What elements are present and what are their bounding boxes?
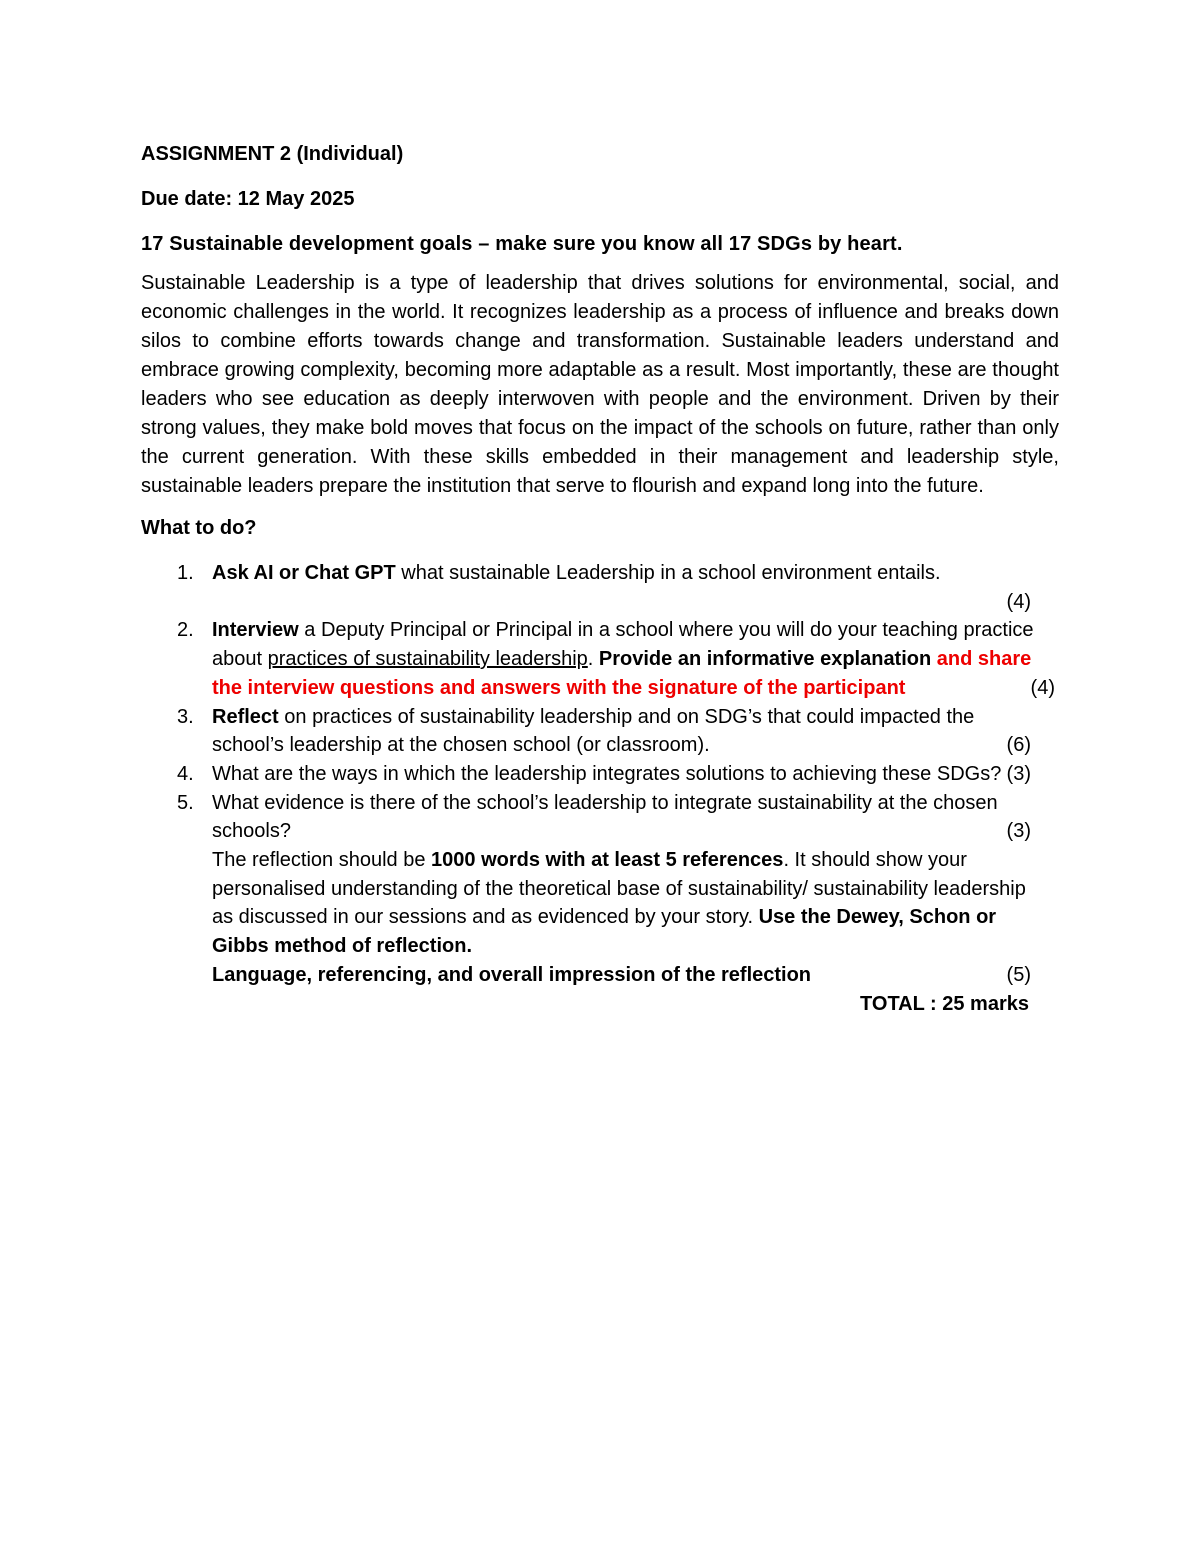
sdg-heading: 17 Sustainable development goals – make sure you know all 17 SDGs by heart. <box>141 233 903 255</box>
task-bold: Ask AI or Chat GPT <box>212 562 396 584</box>
task-text: what sustainable Leadership in a school environment entails. <box>395 562 941 584</box>
task-number: 1. <box>177 562 194 584</box>
task-red-text: and share the interview questions and answers with the signature of the participant <box>212 648 1032 699</box>
task-item-4 <box>141 760 1047 789</box>
task-text: a Deputy Principal or Principal in a school where you will do your teaching practice about <box>212 619 1034 671</box>
what-to-do-heading: What to do? <box>141 517 257 539</box>
task-mark: (3) <box>1006 820 1031 843</box>
task-item-5 <box>141 789 1047 846</box>
document-page <box>141 140 1059 1018</box>
language-line: Language, referencing, and overall impression of the reflection <box>212 963 812 986</box>
task-item-1 <box>141 559 1047 616</box>
task-text: What are the ways in which the leadership integrates solutions to achieving these SDGs? <box>212 762 1002 785</box>
reflection-text: The reflection should be <box>212 849 432 872</box>
task-mark: (4) <box>1030 676 1055 699</box>
task-item-2 <box>141 616 1055 702</box>
task-text: What evidence is there of the school’s leadership to integrate sustainability at the chosen schools? <box>212 791 998 843</box>
task-number: 3. <box>177 705 194 728</box>
reflection-instructions <box>141 846 1047 961</box>
task-bold: Interview <box>212 619 299 642</box>
reflection-bold: Use the Dewey, Schon or Gibbs method of reflection. <box>212 906 997 958</box>
task-number: 4. <box>177 762 194 785</box>
intro-paragraph: Sustainable Leadership is a type of leadership that drives solutions for environmental, social, and economic challenges in the world. It recognizes leadership as a process of influence and breaks down silos to combine efforts towards change and transformation. Sustainable leaders understand and embrace growing complexity, becoming more adaptable as a result. Most importantly, these are thought leaders who see education as deeply interwoven with people and the environment. Driven by their strong values, they make bold moves that focus on the impact of the schools on future, rather than only the current generation. With these skills embedded in their management and leadership style, sustainable leaders prepare the institution that serve to flourish and expand long into the future. <box>141 272 1059 497</box>
reflection-bold: 1000 words with at least 5 references <box>431 849 784 872</box>
task-mark: (3) <box>1006 762 1031 785</box>
task-number: 5. <box>177 791 194 814</box>
task-underlined-text: practices of sustainability leadership <box>267 648 588 671</box>
task-bold: Provide an informative explanation <box>598 648 932 671</box>
reflection-text: . It should show your personalised understanding of the theoretical base of sustainability/ sustainability leadership as discussed in our sessions and as evidenced by your story. <box>212 849 1026 929</box>
language-criterion <box>141 961 1047 990</box>
task-text: on practices of sustainability leadership and on SDG’s that could impacted the school’s leadership at the chosen school (or classroom). <box>212 705 975 757</box>
language-mark: (5) <box>1006 963 1031 986</box>
task-bold: Reflect <box>212 705 279 728</box>
task-mark: (4) <box>1006 590 1031 613</box>
task-number: 2. <box>177 619 194 642</box>
task-mark: (6) <box>1006 734 1031 757</box>
task-text: . <box>587 648 599 671</box>
due-date: Due date: 12 May 2025 <box>141 188 355 210</box>
task-list <box>141 559 1059 846</box>
total-marks: TOTAL : 25 marks <box>860 992 1029 1015</box>
assignment-title: ASSIGNMENT 2 (Individual) <box>141 143 404 165</box>
task-item-3 <box>141 703 1047 760</box>
